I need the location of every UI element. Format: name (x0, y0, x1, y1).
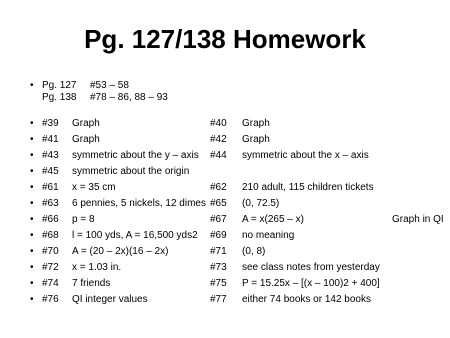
problem-number: #65 (210, 198, 227, 209)
problem-number: #62 (210, 182, 227, 193)
problem-answer: A = x(265 – x) (242, 214, 304, 225)
problem-number: #39 (42, 118, 59, 129)
problem-number: #70 (42, 246, 59, 257)
problem-number: #77 (210, 294, 227, 305)
problem-answer: QI integer values (72, 294, 148, 305)
bullet-icon: • (30, 166, 34, 177)
problem-answer: 6 pennies, 5 nickels, 12 dimes (72, 198, 206, 209)
problem-number: #73 (210, 262, 227, 273)
problem-number: #63 (42, 198, 59, 209)
problem-number: #76 (42, 294, 59, 305)
problem-answer: p = 8 (72, 214, 95, 225)
problem-number: #42 (210, 134, 227, 145)
bullet-icon: • (30, 278, 34, 289)
problem-number: #71 (210, 246, 227, 257)
bullet-icon: • (30, 198, 34, 209)
problem-number: #45 (42, 166, 59, 177)
problem-answer: symmetric about the y – axis (72, 150, 199, 161)
problem-number: #67 (210, 214, 227, 225)
problem-number: #75 (210, 278, 227, 289)
problem-answer: no meaning (242, 230, 295, 241)
problem-answer: 7 friends (72, 278, 111, 289)
bullet-icon: • (30, 214, 34, 225)
bullet-icon: • (30, 150, 34, 161)
problem-answer: x = 35 cm (72, 182, 116, 193)
assignment-problems: #78 – 86, 88 – 93 (90, 92, 168, 103)
assignment-page: Pg. 127 (42, 80, 77, 91)
problem-number: #61 (42, 182, 59, 193)
problem-number: #72 (42, 262, 59, 273)
problem-answer: l = 100 yds, A = 16,500 yds2 (72, 230, 198, 241)
problem-answer: Graph (72, 134, 100, 145)
problem-number: #40 (210, 118, 227, 129)
bullet-icon: • (30, 262, 34, 273)
problem-answer: P = 15.25x – [(x – 100)2 + 400] (242, 278, 380, 289)
problem-number: #74 (42, 278, 59, 289)
assignment-problems: #53 – 58 (90, 80, 129, 91)
bullet-icon: • (30, 118, 34, 129)
problem-answer-extra: Graph in QI (392, 214, 444, 225)
problem-number: #41 (42, 134, 59, 145)
bullet-icon: • (30, 294, 34, 305)
bullet-icon: • (30, 134, 34, 145)
problem-answer: symmetric about the origin (72, 166, 190, 177)
problem-answer: A = (20 – 2x)(16 – 2x) (72, 246, 169, 257)
bullet-icon: • (30, 182, 34, 193)
problem-number: #43 (42, 150, 59, 161)
bullet-icon: • (30, 80, 34, 91)
problem-number: #44 (210, 150, 227, 161)
bullet-icon: • (30, 230, 34, 241)
problem-answer: either 74 books or 142 books (242, 294, 371, 305)
problem-answer: Graph (72, 118, 100, 129)
problem-answer: x = 1.03 in. (72, 262, 122, 273)
page-title: Pg. 127/138 Homework (84, 24, 366, 54)
problem-number: #66 (42, 214, 59, 225)
problem-answer: Graph (242, 134, 270, 145)
problem-number: #69 (210, 230, 227, 241)
bullet-icon: • (30, 246, 34, 257)
problem-answer: (0, 8) (242, 246, 266, 257)
problem-answer: symmetric about the x – axis (242, 150, 369, 161)
problem-answer: see class notes from yesterday (242, 262, 380, 273)
problem-answer: (0, 72.5) (242, 198, 280, 209)
assignment-page: Pg. 138 (42, 92, 77, 103)
problem-answer: 210 adult, 115 children tickets (242, 182, 374, 193)
problem-answer: Graph (242, 118, 270, 129)
problem-number: #68 (42, 230, 59, 241)
